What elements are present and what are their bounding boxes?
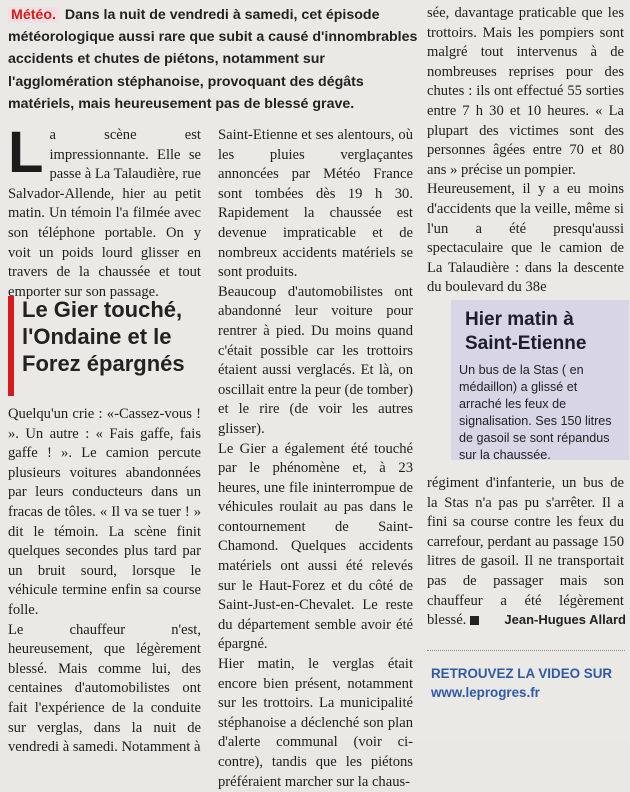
- subheading: Le Gier touché, l'Ondaine et le Forez épargnés: [8, 296, 201, 396]
- col1b-paragraph-2: Le chauffeur n'est, heureusement, que légèrement blessé. Mais comme lui, des centaines d'automobilistes ont fait l'expérience de la conduite sur verglas, dans la nuit de vendredi à samedi. Notamment à: [8, 621, 201, 756]
- col3-paragraph-1: sée, davantage praticable que les trottoirs. Mais les pompiers sont malgré tout intervenus à de nombreuses reprises pour des chutes : ils ont effectué 55 sorties entre 7 h 30 et 10 heures. « La plupart des victimes sont des personnes âgées entre 70 et 80 ans » précise un pompier.: [427, 5, 624, 178]
- divider: [427, 650, 625, 652]
- column-3: [427, 4, 624, 298]
- col2-paragraph-3: Le Gier a également été touché par le phénomène et, à 23 heures, une file ininterrompue de véhicules roulait au pas dans le contournement de Saint-Chamond. Quelques accidents matériels ont aussi été relevés sur le Haut-Forez et du côté de Saint-Just-en-Chevalet. Le reste du département semble avoir été épargné.: [218, 440, 413, 653]
- col3b-paragraph: [427, 474, 624, 631]
- drop-cap: L: [8, 120, 44, 185]
- col2-paragraph-2: Beaucoup d'automobilistes ont abandonné leur voiture pour rentrer à pied. Du moins quand c'était possible car les trottoirs étaient aussi verglacés. Et là, on oscillait entre la peur (de tomber) et le rire (de voir les autres glisser).: [218, 283, 413, 437]
- article-lead: [8, 4, 420, 115]
- lead-kicker: Météo.: [8, 7, 59, 23]
- column-3-continued: [427, 474, 624, 631]
- col3b-text: régiment d'infanterie, un bus de la Stas n'a pas pu s'arrêter. Il a fini sa course contre les feux du carrefour, perdant au passage 150 litres de gasoil. Il ne transportait pas de passager mais son chauffeur a été légèrement blessé.: [427, 475, 624, 629]
- caption-text: Un bus de la Stas ( en médaillon) a glissé et arraché les feux de signalisation. Ses 150 litres de gasoil se sont répandus sur la chaussée.: [459, 363, 612, 462]
- photo-caption-box: [451, 300, 629, 460]
- promo-link[interactable]: www.leprogres.fr: [431, 685, 540, 700]
- col1b-paragraph-1: Quelqu'un crie : «-Cassez-vous ! ». Un autre : « Fais gaffe, fais gaffe ! ». Le camion percute plusieurs voitures abandonnées par leurs conducteurs dans un fracas de tôles. « Il va se tuer ! » dit le témoin. La scène finit quelques secondes plus tard par un bruit sourd, lorsque le véhicule termine enfin sa course folle.: [8, 406, 201, 618]
- column-2: [218, 126, 413, 792]
- lead-text: Dans la nuit de vendredi à samedi, cet épisode météorologique aussi rare que subit a causé d'innombrables accidents et chutes de piétons, notamment sur l'agglomération stéphanoise, provoquant des dégâts matériels, mais heureusement pas de blessé grave.: [8, 7, 418, 112]
- column-1: [8, 120, 201, 302]
- video-promo: [431, 664, 626, 702]
- col2-paragraph-1: Saint-Etienne et ses alentours, où les pluies verglaçantes annoncées par Météo France sont tombées dès 19 h 30. Rapidement la chaussée est devenue impraticable et de nombreux accidents matériels se sont produits.: [218, 127, 413, 281]
- col2-paragraph-4: Hier matin, le verglas était encore bien présent, notamment sur les trottoirs. La municipalité stéphanoise a déclenché son plan d'alerte communal (voir ci-contre), tandis que les piétons préféraient marcher sur la chaus-: [218, 656, 413, 790]
- promo-line-1: RETROUVEZ LA VIDEO SUR: [431, 666, 613, 681]
- column-1-continued: [8, 405, 201, 758]
- col3-paragraph-2: Heureusement, il y a eu moins d'accidents que la veille, même si l'un a été presqu'aussi spectaculaire que le camion de La Talaudière : dans la descente du boulevard du 38e: [427, 181, 624, 296]
- author-signature: Jean-Hugues Allard: [504, 612, 626, 627]
- caption-title: Hier matin à Saint-Etienne: [465, 309, 587, 354]
- col1-paragraph: a scène est impressionnante. Elle se passe à La Talaudière, rue Salvador-Allende, hier au petit matin. Un témoin l'a filmée avec son téléphone portable. On y voit un poids lourd glisser en travers de la chaussée et tout emporter sur son passage.: [8, 127, 201, 300]
